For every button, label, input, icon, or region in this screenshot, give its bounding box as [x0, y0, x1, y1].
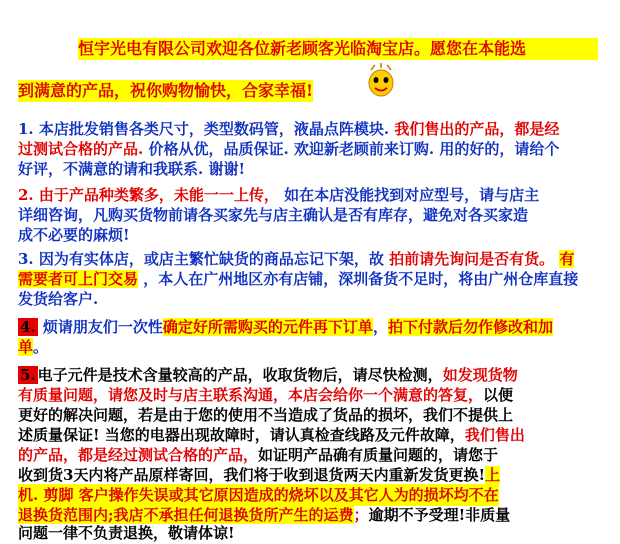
p5-line-3	[18, 404, 513, 426]
greeting-text-2: 到满意的产品，祝你购物愉快，合家幸福!	[18, 81, 314, 100]
p5-line-2	[18, 384, 513, 406]
p5-text-6a: 收到货3天内将产品原样寄回，我们将于收到退货两天内重新发货更换!	[18, 466, 486, 484]
p3-text-f: 发货给客户.	[18, 290, 99, 308]
p5-text-1a: 电子元件是技术含量较高的产品，收取货物后，请尽快检测，	[37, 366, 443, 384]
p1-line-3	[18, 158, 245, 180]
p3-line-1	[18, 248, 574, 270]
p2-text-d: 成不必要的麻烦!	[18, 226, 130, 244]
p5-text-7: 机. 剪脚 客户操作失误或其它原因造成的烧坏以及其它人为的损坏均不在	[18, 486, 499, 504]
p5-text-8c: 逾期不予受理!非质量	[368, 506, 511, 524]
p5-line-4	[18, 424, 525, 446]
p4-text-a: 烦请朋友们一次性	[42, 318, 163, 336]
p2-text-a: 2. 由于产品种类繁多，未能一一上传，	[18, 186, 279, 204]
p5-text-9: 问题一律不负责退换，敬请体谅!	[18, 524, 235, 542]
p1-text-c: 过测试合格的产品.	[18, 140, 144, 158]
p2-line-1	[18, 184, 539, 206]
p5-text-8a: 退换货范围内;我店不承担任何退换货所产生的运费	[18, 506, 354, 524]
p4-number: 4.	[20, 318, 36, 336]
p5-text-2a: 有质量问题，请您及时与店主联系沟通，本店会给你一个满意的答复，	[18, 386, 484, 404]
p3-text-c: 有	[559, 250, 575, 268]
p3-text-e: ，本人在广州地区亦有店铺，深圳备货不足时，将由广州仓库直接	[143, 270, 579, 288]
greeting-text-1: 恒宇光电有限公司欢迎各位新老顾客光临淘宝店。愿您在本能选	[78, 39, 527, 58]
p1-text-d: 价格从优，品质保证. 欢迎新老顾前来订购. 用的好的，请给个	[148, 140, 560, 158]
p2-line-2	[18, 204, 528, 226]
p1-number: 1.	[18, 120, 34, 138]
p5-text-5b: 如证明产品确有质量问题的，请您于	[258, 446, 499, 464]
p4-text-b: 确定好所需购买的元件再下订单	[162, 318, 373, 336]
p5-text-8b: ；	[353, 506, 369, 524]
p5-line-5	[18, 444, 498, 466]
p5-text-2b: 以便	[483, 386, 514, 404]
p5-line-1	[18, 364, 518, 386]
p5-text-6b: 上	[485, 466, 501, 484]
p2-text-c: 详细咨询，凡购买货物前请各买家先与店主确认是否有库存，避免对各买家造	[18, 206, 529, 224]
p1-line-2	[18, 138, 559, 160]
p5-text-4a: 述质量保证! 当您的电器出现故障时，请认真检查线路及元件故障，	[18, 426, 465, 444]
p3-text-d: 需要者可上门交易	[18, 270, 139, 288]
p3-line-2	[18, 268, 578, 290]
smiley-face-icon	[366, 60, 396, 100]
p1-text-a: 本店批发销售各类尺寸，类型数码管，液晶点阵模块.	[38, 120, 390, 138]
p4-line-1	[18, 316, 553, 338]
p5-line-7	[18, 484, 499, 506]
p2-text-b: 如在本店没能找到对应型号，请与店主	[284, 186, 540, 204]
greeting-line-1	[78, 38, 598, 60]
p1-text-e: 好评，不满意的请和我联系. 谢谢!	[18, 160, 246, 178]
p5-line-9	[18, 522, 235, 544]
p5-text-3: 更好的解决问题，若是由于您的使用不当造成了货品的损坏，我们不提供上	[18, 406, 514, 424]
p5-text-5a: 的产品，都是经过测试合格的产品，	[18, 446, 259, 464]
p5-number: 5.	[20, 366, 36, 384]
p2-line-3	[18, 224, 130, 246]
p3-text-b: 拍前请先询问是否有货。	[389, 250, 555, 268]
p4-text-d: 拍下付款后勿作修改和加	[387, 318, 553, 336]
p5-line-6	[18, 464, 500, 486]
p3-line-3	[18, 288, 98, 310]
p1-text-b: 我们售出的产品，都是经	[394, 120, 560, 138]
p4-line-2	[18, 336, 48, 358]
p4-text-e: 单	[18, 338, 34, 356]
p1-line-1	[18, 118, 559, 140]
p4-text-c: ，	[372, 318, 388, 336]
p5-text-4b: 我们售出	[464, 426, 525, 444]
p5-text-1b: 如发现货物	[442, 366, 518, 384]
p3-text-a: 3. 因为有实体店，或店主繁忙缺货的商品忘记下架，故	[18, 250, 384, 268]
p4-text-f: 。	[33, 338, 49, 356]
greeting-line-2	[18, 80, 313, 102]
